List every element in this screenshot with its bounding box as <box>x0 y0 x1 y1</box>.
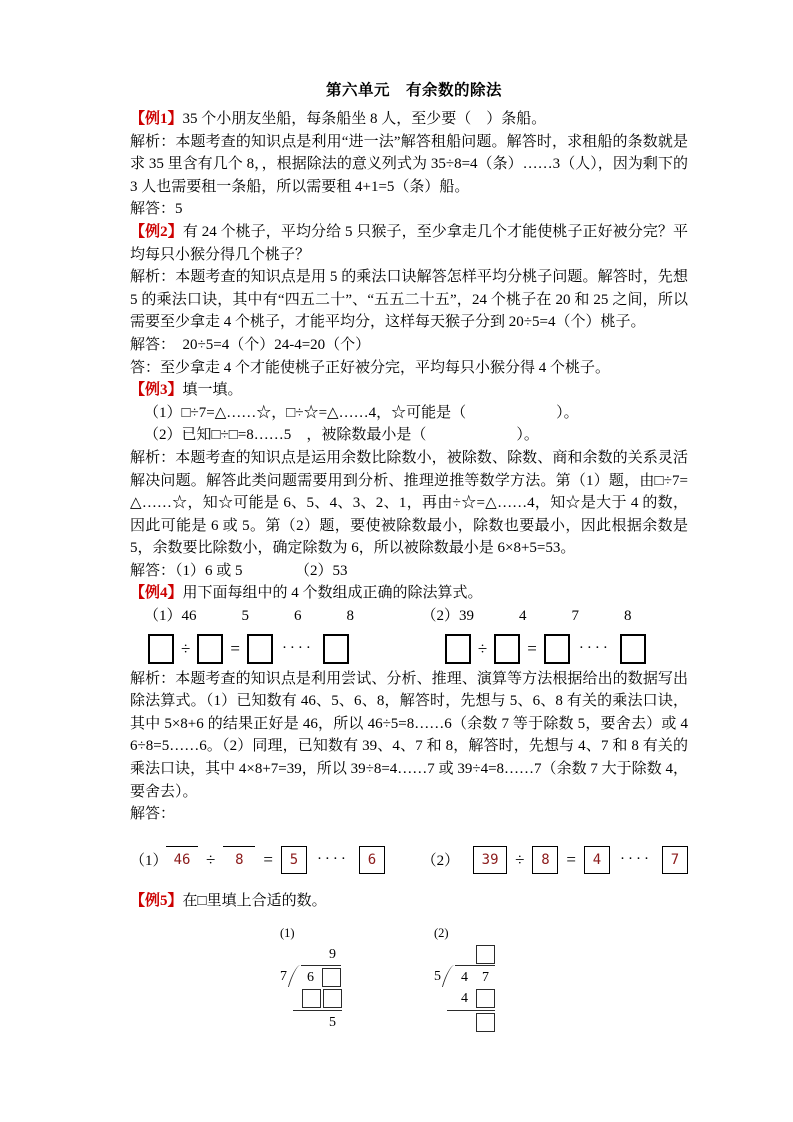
example-4-answer-row <box>130 840 688 880</box>
answer-quotient: 5 <box>281 846 307 874</box>
division-1-dividend-row <box>280 965 342 987</box>
example-3-question-line <box>130 379 688 402</box>
long-division-1 <box>280 926 342 1032</box>
division-bracket-icon <box>290 966 299 987</box>
long-division-2 <box>434 926 495 1032</box>
division-1-quotient-row <box>280 943 342 964</box>
answer-remainder: 7 <box>662 846 688 874</box>
example-1-analysis: 解析：本题考查的知识点是利用“进一法”解答租船问题。解答时，求租船的条数就是求 35 里含有几个 8，，根据除法的意义列式为 35÷8=4（条）……3（人），因为剩下的 3 人也需要租一条船，所以需要租 4+1=5（条）船。 <box>130 133 688 195</box>
blank-box-dividend[interactable] <box>445 634 471 664</box>
division-bracket-icon <box>444 966 453 987</box>
subtrahend-digit: 4 <box>461 991 468 1007</box>
blank-box-quotient[interactable] <box>247 634 273 664</box>
subtraction-rule <box>447 1010 495 1011</box>
example-2-answer: 解答： 20÷5=4（个）24-4=20（个） <box>130 336 371 353</box>
division-2-subtraction <box>434 989 495 1032</box>
answer-2-label: （2） <box>421 853 460 870</box>
blank-box-divisor[interactable] <box>494 634 520 664</box>
equals-sign: = <box>527 639 537 659</box>
remainder-row <box>293 1013 342 1032</box>
example-5-question: 在□里填上合适的数。 <box>182 892 327 909</box>
remainder-row <box>447 1013 495 1032</box>
remainder-dots: ···· <box>620 851 652 868</box>
subtrahend-blank-box[interactable] <box>323 989 342 1008</box>
answer-quotient: 4 <box>584 846 610 874</box>
example-4-analysis: 解析：本题考查的知识点是利用尝试、分析、推理、演算等方法根据给出的数据写出除法算式。（1）已知数有 46、5、6、8，解答时，先想与 5、6、8 有关的乘法口诀，其中 5×8+6 的结果正好是 46，所以 46÷5=8……6（余数 7 等于除数 5，要舍去）或 46÷8=5……6。（2）同理，已知数有 39、4、7 和 8，解答时，先想与 4、7 和 8 有关的乘法口诀，其中 4×8+7=39，所以 39÷8=4……7 或 39÷4=8……7（余数 7 大于除数 4，要舍去）。 <box>130 670 688 800</box>
example-4-question: 用下面每组中的 4 个数组成正确的除法算式。 <box>182 585 483 602</box>
dividend-digit: 7 <box>482 970 489 986</box>
example-4-blank-equations <box>130 634 688 664</box>
subtrahend-row <box>293 989 342 1008</box>
dividend-group <box>301 965 341 987</box>
example-5-division-diagrams <box>130 926 688 1032</box>
dividend-digit: 4 <box>461 970 468 986</box>
example-2-question: 有 24 个桃子，平均分给 5 只猴子，至少拿走几个才能使桃子正好被分完？平均每只小猴分得几个桃子？ <box>130 223 688 263</box>
division-2-label: (2) <box>434 926 449 941</box>
subtraction-rule <box>293 1010 342 1011</box>
remainder-digit: 5 <box>329 1015 336 1031</box>
dividend-blank-box[interactable] <box>322 968 341 987</box>
equals-sign: = <box>566 850 577 870</box>
equals-sign: = <box>230 639 240 659</box>
answer-dividend: 46 <box>166 846 198 873</box>
example-3-answer: 解答：（1）6 或 5 （2）53 <box>130 562 348 579</box>
dividend-digit: 6 <box>307 970 314 986</box>
answer-equation-1 <box>166 846 385 874</box>
subtrahend-blank-box[interactable] <box>302 989 321 1008</box>
subtrahend-blank-box[interactable] <box>476 989 495 1008</box>
example-3-tag: 【例3】 <box>130 382 183 399</box>
answer-divisor: 8 <box>532 846 558 874</box>
divide-sign: ÷ <box>181 639 191 659</box>
example-4-tag: 【例4】 <box>130 585 183 602</box>
divide-sign: ÷ <box>206 850 216 870</box>
division-2-quotient-row <box>434 943 495 964</box>
example-1-answer: 解答：5 <box>130 201 183 218</box>
blank-equation-2 <box>445 634 646 664</box>
divisor-digit: 5 <box>434 968 441 984</box>
answer-divisor: 8 <box>223 846 255 873</box>
example-4-answer-label: 解答： <box>130 806 176 823</box>
dividend-group <box>455 965 495 987</box>
division-1-label: (1) <box>280 926 295 941</box>
example-3-sub-1: （1）□÷7=△……☆，□÷☆=△……4，☆可能是（ ）。 <box>144 404 579 421</box>
division-1-subtraction <box>280 989 342 1032</box>
equals-sign: = <box>263 850 273 870</box>
divisor-digit: 7 <box>280 968 287 984</box>
subtrahend-row <box>447 989 495 1008</box>
example-3-question: 填一填。 <box>182 382 243 399</box>
example-2-tag: 【例2】 <box>130 223 183 240</box>
example-4-numbers-row: （1）46 5 6 8 （2）39 4 7 8 <box>144 608 632 625</box>
blank-equation-1 <box>148 634 349 664</box>
blank-box-remainder[interactable] <box>620 634 646 664</box>
blank-box-quotient[interactable] <box>544 634 570 664</box>
page-title: 第六单元 有余数的除法 <box>325 82 502 99</box>
quotient-blank-box[interactable] <box>476 945 495 964</box>
example-4-question-line <box>130 582 688 605</box>
example-2-answer-sentence: 答：至少拿走 4 个才能使桃子正好被分完，平均每只小猴分得 4 个桃子。 <box>130 359 611 376</box>
example-3-sub-2: （2）已知□÷□=8……5 ，被除数最小是（ ）。 <box>144 427 539 444</box>
division-2-dividend-row <box>434 965 495 987</box>
blank-box-dividend[interactable] <box>148 634 174 664</box>
divide-sign: ÷ <box>477 639 488 659</box>
quotient-blank-spacer <box>302 945 321 964</box>
answer-remainder: 6 <box>359 846 385 874</box>
example-2-question-line <box>130 221 688 266</box>
example-1-tag: 【例1】 <box>130 111 183 127</box>
answer-equation-2 <box>473 846 688 874</box>
example-2-analysis: 解析：本题考查的知识点是用 5 的乘法口诀解答怎样平均分桃子问题。解答时，先想 5 的乘法口诀，其中有“四五二十”、“五五二十五”，24 个桃子在 20 和 25 之间，所以需要至少拿走 4 个桃子，才能平均分，这样每天猴子分到 20÷5=4（个）桃子。 <box>130 269 688 331</box>
example-1-question-line <box>130 108 688 131</box>
example-5-tag: 【例5】 <box>130 892 183 909</box>
divide-sign: ÷ <box>515 850 525 870</box>
example-3-analysis: 解析：本题考查的知识点是运用余数比除数小，被除数、除数、商和余数的关系灵活解决问题。解答此类问题需要用到分析、推理逆推等数学方法。第（1）题，由□÷7=△……☆，知☆可能是 6、5、4、3、2、1，再由÷☆=△……4，知☆是大于 4 的数，因此可能是 6 或 5。第（2）题，要使被除数最小，除数也要最小，因此根据余数是 5，余数要比除数小，确定除数为 6，所以被除数最小是 6×8+5=53。 <box>130 449 688 557</box>
example-1-question: 35 个小朋友坐船，每条船坐 8 人，至少要（ ）条船。 <box>182 111 547 127</box>
example-5-question-line <box>130 890 688 913</box>
blank-box-divisor[interactable] <box>197 634 223 664</box>
quotient-digit: 9 <box>329 947 336 963</box>
blank-box-remainder[interactable] <box>323 634 349 664</box>
remainder-dots: ···· <box>578 640 611 657</box>
remainder-blank-box[interactable] <box>476 1013 495 1032</box>
answer-dividend: 39 <box>473 846 507 874</box>
remainder-dots: ···· <box>316 851 349 868</box>
answer-1-label: （1） <box>130 853 168 870</box>
remainder-dots: ···· <box>281 640 314 657</box>
